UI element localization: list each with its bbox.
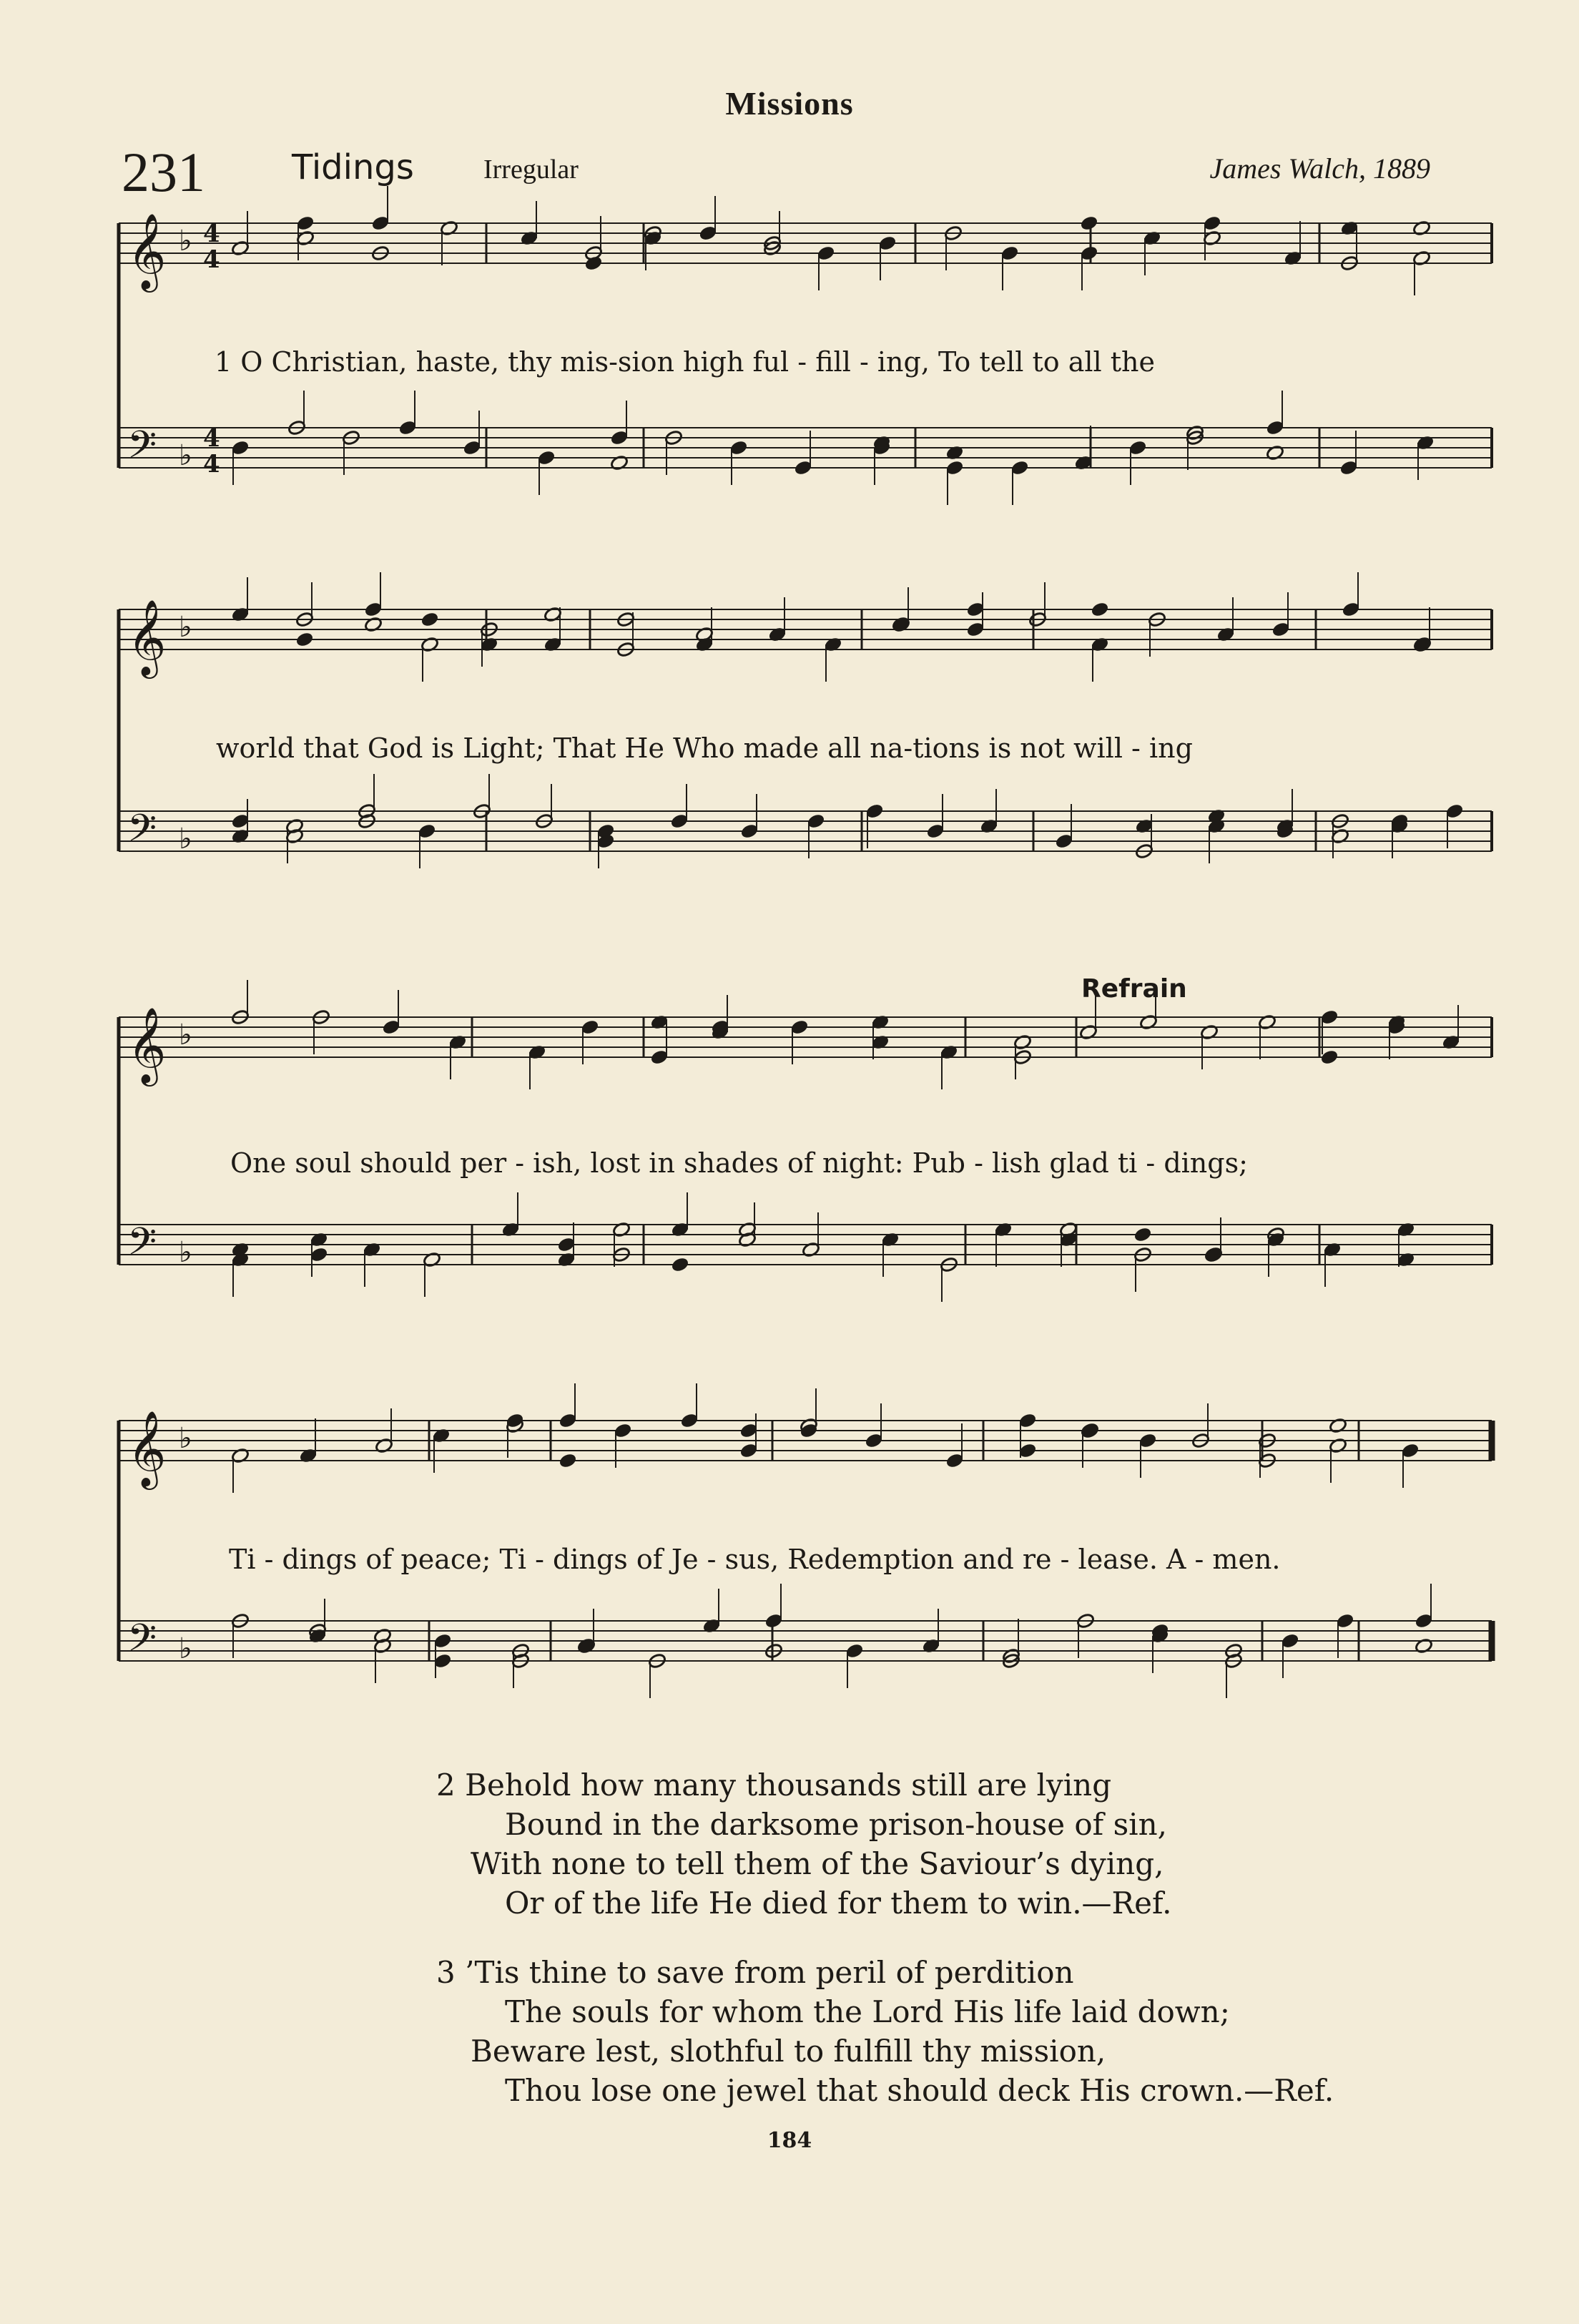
note-head (1412, 220, 1431, 237)
verse-line: Behold how many thousands still are lying (465, 1767, 1112, 1803)
note-head (1080, 215, 1098, 232)
treble-clef-icon: 𝄞 (127, 212, 167, 289)
note-head (1329, 1418, 1347, 1434)
flat-sign-icon: ♭ (179, 1632, 192, 1665)
verse-line: Or of the life He died for them to win.—Ref. (505, 1886, 1172, 1921)
hymn-title: Tidings (292, 147, 414, 187)
time-signature: 4 (203, 424, 220, 453)
note-head (559, 1453, 577, 1469)
lyrics-line-2: world that God is Light; That He Who made all na-tions is not will - ing (216, 732, 1193, 764)
verse-line: ’Tis thine to save from peril of perdition (465, 1955, 1074, 1990)
verse-line: Thou lose one jewel that should deck His crown.—Ref. (505, 2073, 1334, 2108)
bass-clef-icon: 𝄢 (127, 807, 157, 860)
composer-text: James Walch, 1889 (1209, 152, 1430, 185)
treble-clef-icon: 𝄞 (127, 1006, 167, 1083)
note-head (1266, 445, 1284, 461)
bass-clef-icon: 𝄢 (127, 423, 157, 476)
verse-line: The souls for whom the Lord His life laid down; (505, 1994, 1230, 2029)
hymn-meter: Irregular (483, 155, 579, 185)
verse-2 (436, 1765, 1171, 1923)
treble-clef-icon: 𝄞 (127, 599, 167, 675)
verse-3 (436, 1953, 1334, 2110)
refrain-label: Refrain (1081, 974, 1187, 1004)
time-signature: 4 (203, 450, 220, 479)
note-head (945, 445, 964, 461)
flat-sign-icon: ♭ (179, 439, 192, 472)
treble-clef-icon: 𝄞 (127, 1410, 167, 1486)
note-head (1091, 602, 1109, 618)
note-head (420, 612, 439, 628)
lyrics-line-4: Ti - dings of peace; Ti - dings of Je - sus, Redemption and re - lease. A - men. (229, 1544, 1281, 1575)
flat-sign-icon: ♭ (179, 1236, 192, 1269)
verse-line: With none to tell them of the Saviour’s dying, (471, 1846, 1164, 1881)
bass-clef-icon: 𝄢 (127, 1617, 157, 1670)
verse-line: Bound in the darksome prison-house of sin, (505, 1807, 1167, 1842)
lyrics-line-1: 1 O Christian, haste, thy mis-sion high ful - fill - ing, To tell to all the (215, 346, 1155, 378)
verse-number: 3 (436, 1955, 456, 1990)
flat-sign-icon: ♭ (179, 1422, 192, 1455)
time-signature: 4 (203, 220, 220, 248)
verse-number: 2 (436, 1767, 456, 1803)
bass-clef-icon: 𝄢 (127, 1220, 157, 1273)
flat-sign-icon: ♭ (179, 1019, 192, 1051)
flat-sign-icon: ♭ (179, 823, 192, 855)
note-head (1415, 1638, 1433, 1654)
note-head (364, 617, 383, 633)
verse-line: Beware lest, slothful to fulfill thy mission, (471, 2034, 1106, 2069)
lyrics-line-3: One soul should per - ish, lost in shades of night: Pub - lish glad ti - dings; (230, 1147, 1248, 1179)
note-head (610, 455, 629, 471)
page-number: 184 (767, 2128, 812, 2153)
note-head (1133, 1227, 1152, 1243)
note-head (671, 1257, 689, 1273)
flat-sign-icon: ♭ (179, 611, 192, 644)
hymn-number: 231 (122, 141, 205, 203)
note-head (295, 632, 314, 648)
section-heading: Missions (725, 85, 854, 122)
flat-sign-icon: ♭ (179, 225, 192, 258)
time-signature: 4 (203, 245, 220, 274)
